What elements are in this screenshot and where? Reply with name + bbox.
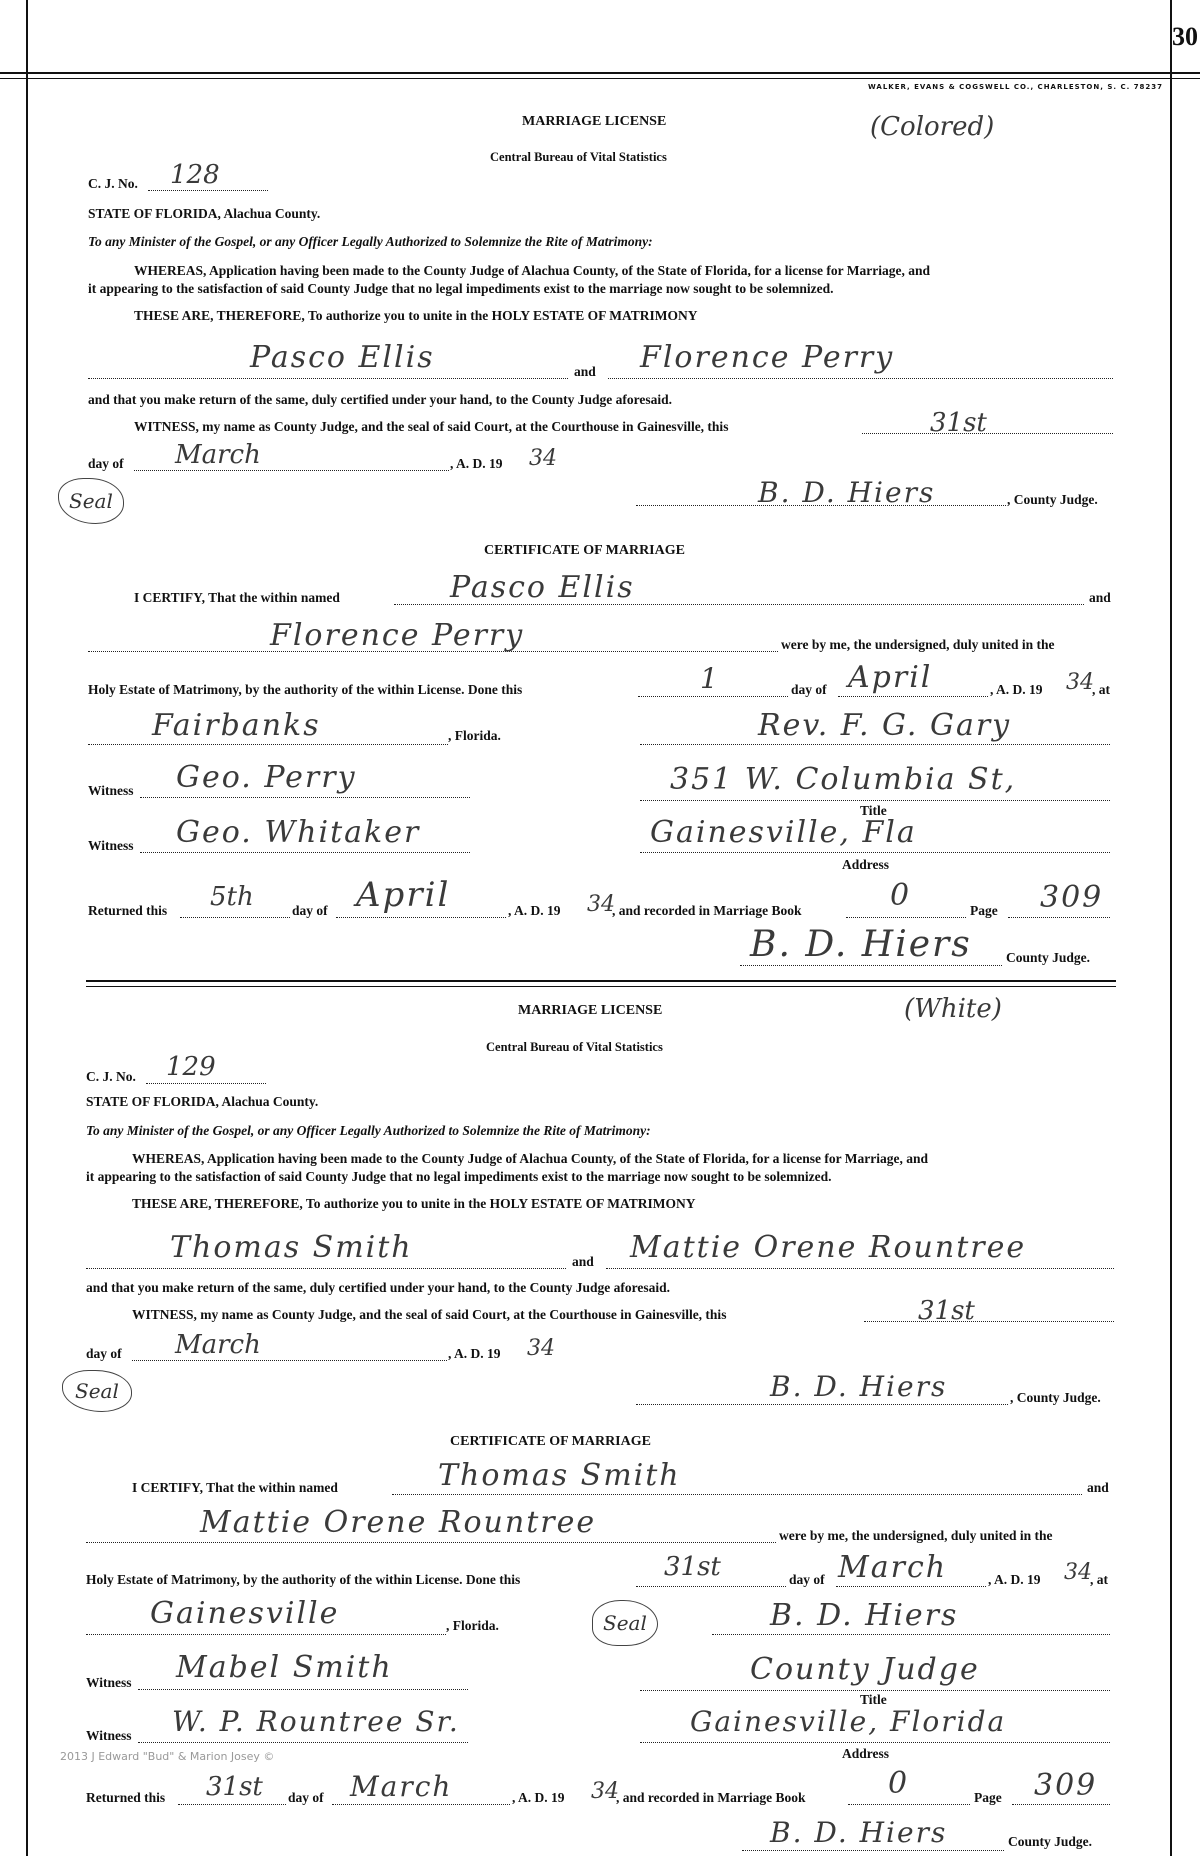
cj-label: C. J. No. — [86, 1069, 136, 1084]
recorder-county-judge-label: County Judge. — [1008, 1834, 1093, 1849]
marriage-place: Gainesville — [150, 1596, 340, 1631]
returned-year: 34 — [587, 892, 615, 917]
officiant-address: Gainesville, Fla — [650, 815, 917, 850]
done-month: March — [838, 1550, 948, 1585]
cj-label: C. J. No. — [88, 176, 138, 191]
witness-label-2: Witness — [86, 1728, 132, 1743]
address-line: To any Minister of the Gospel, or any Officer Legally Authorized to Solemnize the Rite of Matrimony: — [86, 1123, 651, 1138]
top-rule-2 — [0, 78, 1200, 79]
address-label: Address — [842, 1746, 890, 1761]
cert-day-of-label: day of — [791, 682, 827, 697]
certificate-title: CERTIFICATE OF MARRIAGE — [450, 1434, 651, 1449]
done-month: April — [848, 660, 933, 695]
address-line: To any Minister of the Gospel, or any Officer Legally Authorized to Solemnize the Rite of Matrimony: — [88, 234, 653, 249]
cert-name-2: Mattie Orene Rountree — [200, 1505, 597, 1540]
done-year: 34 — [1064, 1560, 1092, 1585]
address-label: Address — [842, 857, 890, 872]
left-border — [26, 0, 28, 1856]
seal-stamp-2: Seal — [592, 1600, 658, 1646]
bride-name: Mattie Orene Rountree — [630, 1230, 1027, 1265]
whereas-line-2: it appearing to the satisfaction of said County Judge that no legal impediments exist to the marriage now sought to be solemnized. — [86, 1169, 832, 1184]
groom-name: Thomas Smith — [170, 1230, 413, 1265]
witness-2-name: W. P. Rountree Sr. — [172, 1705, 460, 1738]
cj-number: 129 — [166, 1052, 216, 1082]
marriage-book: 0 — [890, 878, 912, 913]
officiant-title: 351 W. Columbia St, — [670, 762, 1017, 797]
witness-2-name: Geo. Whitaker — [176, 815, 421, 850]
florida-label: , Florida. — [446, 1618, 499, 1633]
therefore-line: THESE ARE, THEREFORE, To authorize you to unite in the HOLY ESTATE OF MATRIMONY — [132, 1196, 696, 1211]
state-county: STATE OF FLORIDA, Alachua County. — [88, 206, 321, 221]
returned-label: Returned this — [88, 903, 168, 918]
copyright-notice: 2013 J Edward "Bud" & Marion Josey © — [60, 1750, 275, 1763]
state-county: STATE OF FLORIDA, Alachua County. — [86, 1094, 319, 1109]
done-day: 31st — [664, 1552, 721, 1582]
page-number: 30 — [1172, 22, 1198, 51]
return-text: and that you make return of the same, duly certified under your hand, to the County Judge aforesaid. — [86, 1280, 671, 1295]
license-title: MARRIAGE LICENSE — [522, 114, 667, 129]
page-label: Page — [970, 903, 998, 918]
witness-text: WITNESS, my name as County Judge, and the seal of said Court, at the Courthouse in Gainesville, this — [132, 1307, 727, 1322]
returned-year: 34 — [591, 1779, 619, 1804]
and-label: and — [572, 1254, 594, 1269]
day-of-label: day of — [88, 456, 124, 471]
license-day: 31st — [918, 1296, 975, 1326]
license-month: March — [175, 440, 261, 470]
cert-and-label: and — [1089, 590, 1111, 605]
recorded-text: , and recorded in Marriage Book — [616, 1790, 806, 1805]
cert-ad-label: , A. D. 19 — [988, 1572, 1041, 1587]
done-year: 34 — [1066, 670, 1094, 695]
cert-day-of-label: day of — [789, 1572, 825, 1587]
section-separator — [86, 980, 1116, 982]
bureau-label: Central Bureau of Vital Statistics — [490, 150, 667, 164]
returned-ad-label: , A. D. 19 — [512, 1790, 565, 1805]
witness-label-1: Witness — [88, 783, 134, 798]
groom-name: Pasco Ellis — [250, 340, 435, 375]
whereas-line-1: WHEREAS, Application having been made to the County Judge of Alachua County, of the State of Florida, for a license for Marriage, and — [134, 263, 931, 278]
marriage-place: Fairbanks — [152, 708, 321, 743]
license-day: 31st — [930, 408, 987, 438]
license-year: 34 — [527, 1336, 555, 1361]
ad-label: , A. D. 19 — [450, 456, 503, 471]
page-label: Page — [974, 1790, 1002, 1805]
at-label: , at — [1090, 1572, 1108, 1587]
day-of-label: day of — [86, 1346, 122, 1361]
race-annotation: (Colored) — [870, 112, 995, 142]
cert-ad-label: , A. D. 19 — [990, 682, 1043, 697]
and-label: and — [574, 364, 596, 379]
recorder-signature: B. D. Hiers — [750, 924, 972, 965]
seal-stamp: Seal — [62, 1370, 132, 1412]
done-day: 1 — [700, 662, 718, 695]
ad-label: , A. D. 19 — [448, 1346, 501, 1361]
returned-day: 5th — [210, 882, 254, 912]
title-label: Title — [860, 1692, 887, 1707]
bride-name: Florence Perry — [640, 340, 895, 375]
witness-text: WITNESS, my name as County Judge, and the seal of said Court, at the Courthouse in Gainesville, this — [134, 419, 729, 434]
officiant-name: Rev. F. G. Gary — [758, 708, 1012, 743]
bureau-label: Central Bureau of Vital Statistics — [486, 1040, 663, 1054]
returned-ad-label: , A. D. 19 — [508, 903, 561, 918]
witness-label-2: Witness — [88, 838, 134, 853]
cert-name-1: Thomas Smith — [438, 1458, 681, 1493]
book-page: 309 — [1034, 1768, 1098, 1803]
marriage-book: 0 — [888, 1766, 910, 1801]
returned-month: April — [356, 875, 451, 915]
holy-estate-text: Holy Estate of Matrimony, by the authority of the within License. Done this — [88, 682, 523, 697]
returned-day-of-label: day of — [288, 1790, 324, 1805]
witness-1-name: Mabel Smith — [176, 1650, 393, 1685]
recorder-county-judge-label: County Judge. — [1006, 950, 1091, 965]
officiant-title: County Judge — [750, 1652, 980, 1687]
recorder-signature: B. D. Hiers — [770, 1816, 948, 1849]
whereas-line-2: it appearing to the satisfaction of said County Judge that no legal impediments exist to the marriage now sought to be solemnized. — [88, 281, 834, 296]
license-month: March — [175, 1330, 261, 1360]
certify-label: I CERTIFY, That the within named — [132, 1480, 338, 1495]
cert-name-2: Florence Perry — [270, 618, 525, 653]
cert-name-1: Pasco Ellis — [450, 570, 635, 605]
united-text: were by me, the undersigned, duly united in the — [779, 1528, 1053, 1543]
officiant-address: Gainesville, Florida — [690, 1705, 1007, 1738]
printer-imprint: WALKER, EVANS & COGSWELL CO., CHARLESTON, S. C. 78237 — [868, 83, 1164, 91]
county-judge-label: , County Judge. — [1010, 1390, 1101, 1405]
florida-label: , Florida. — [448, 728, 501, 743]
at-label: , at — [1092, 682, 1110, 697]
returned-month: March — [350, 1770, 453, 1803]
cert-and-label: and — [1087, 1480, 1109, 1495]
therefore-line: THESE ARE, THEREFORE, To authorize you to unite in the HOLY ESTATE OF MATRIMONY — [134, 308, 698, 323]
witness-1-name: Geo. Perry — [176, 760, 357, 795]
book-page: 309 — [1040, 880, 1104, 915]
license-year: 34 — [529, 446, 557, 471]
officiant-name: B. D. Hiers — [770, 1598, 959, 1633]
judge-signature: B. D. Hiers — [770, 1370, 948, 1403]
returned-day: 31st — [206, 1772, 263, 1802]
license-title: MARRIAGE LICENSE — [518, 1003, 663, 1018]
race-annotation: (White) — [904, 994, 1002, 1024]
certify-label: I CERTIFY, That the within named — [134, 590, 340, 605]
judge-signature: B. D. Hiers — [758, 476, 936, 509]
title-label: Title — [860, 803, 887, 818]
return-text: and that you make return of the same, duly certified under your hand, to the County Judge aforesaid. — [88, 392, 673, 407]
united-text: were by me, the undersigned, duly united in the — [781, 637, 1055, 652]
returned-label: Returned this — [86, 1790, 166, 1805]
top-rule — [0, 72, 1200, 74]
certificate-title: CERTIFICATE OF MARRIAGE — [484, 543, 685, 558]
recorded-text: , and recorded in Marriage Book — [612, 903, 802, 918]
witness-label-1: Witness — [86, 1675, 132, 1690]
cj-number: 128 — [170, 160, 220, 190]
county-judge-label: , County Judge. — [1007, 492, 1098, 507]
holy-estate-text: Holy Estate of Matrimony, by the authority of the within License. Done this — [86, 1572, 521, 1587]
right-border — [1170, 0, 1172, 1856]
seal-stamp: Seal — [58, 478, 124, 524]
returned-day-of-label: day of — [292, 903, 328, 918]
whereas-line-1: WHEREAS, Application having been made to the County Judge of Alachua County, of the State of Florida, for a license for Marriage, and — [132, 1151, 929, 1166]
